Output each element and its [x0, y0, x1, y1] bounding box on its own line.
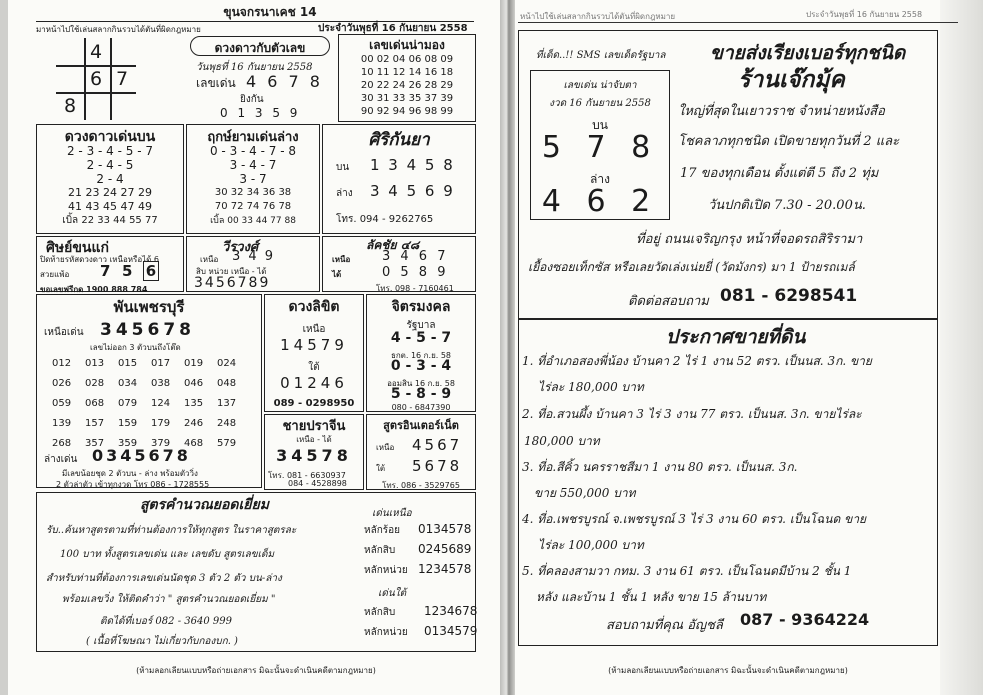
dao-lead-nums: 4 6 7 8: [246, 72, 323, 91]
phan-cell: 026: [52, 378, 72, 389]
wiwong-l2: สิบ หน่วย เหนือ - ได้: [196, 267, 267, 276]
lucky-l2: 0 5 8 9: [382, 265, 449, 280]
phan-cell: 179: [151, 418, 171, 429]
sut-line: สำหรับท่านที่ต้องการเลขเด่นนัดชุด 3 ตัว 2 ตัว บน-ล่าง: [46, 573, 282, 584]
land-line: 3. ที่อ.สีคิ้ว นครราชสีมา 1 งาน 80 ตรว. เป็นนส. 3ก.: [522, 460, 798, 474]
phan-row: [52, 374, 256, 394]
jit-l1: 4 - 5 - 7: [390, 330, 452, 346]
grid-line-h: [56, 65, 136, 67]
dao-date: วันพุธที่ 16 กันยายน 2558: [196, 62, 313, 73]
sut-line: รับ..ค้นหาสูตรตามที่ท่านต้องการให้ทุกสูตร ในราคาสูตรละ: [46, 525, 297, 536]
sut-r5-label: หลักหน่วย: [364, 627, 408, 638]
chai-phone1: โทร. 081 - 6630937: [268, 471, 346, 480]
daobon-row: 21 23 24 27 29: [68, 186, 152, 199]
shop-contact: 081 - 6298541: [720, 286, 858, 306]
phan-cell: 024: [217, 358, 237, 369]
rerk-row: 70 72 74 76 78: [214, 201, 292, 212]
left-header-sub: มาหน้าไปใช้เล่นสลากกินรวบได้ตันที่ผิดกฎหมาย: [36, 25, 201, 34]
phan-cell: 579: [217, 438, 237, 449]
phan-foot2: 2 ตัวล่าตัว เข้าทุกงวด โทร 086 - 1728555: [56, 480, 210, 489]
rerk-row: 0 - 3 - 4 - 7 - 8: [209, 144, 296, 158]
phan-cell: 124: [151, 398, 171, 409]
sut-r4-label: หลักสิบ: [364, 607, 396, 618]
rerk-title: ฤกษ์ยามเด่นล่าง: [207, 130, 299, 145]
rerk-row: 30 32 34 36 38: [214, 187, 292, 198]
daobon-row: เบิ้ล 22 33 44 55 77: [62, 215, 158, 226]
phan-note: เลขไม่ออก 3 ตัวบนถึงโต๊ด: [90, 343, 181, 352]
phan-cell: 015: [118, 358, 138, 369]
phan-cell: 159: [118, 418, 138, 429]
phan-cell: 139: [52, 418, 72, 429]
daobon-row: 2 - 4: [96, 172, 124, 186]
siri-bon: 1 3 4 5 8: [370, 156, 455, 174]
shop-line: ใหญ่ที่สุดในเยาวราช จำหน่ายหนังสือ: [678, 104, 885, 119]
card-title: เลขเด่น น่าจับตา: [563, 80, 637, 91]
sit-note: ปิดท้ายรหัสดวงดาว เหนือหรือได้ 6: [40, 255, 160, 264]
land-line: ขาย 550,000 บาท: [534, 486, 636, 500]
chai-title: ชายปราจีน: [282, 419, 346, 434]
siri-bon-label: บน: [336, 162, 350, 173]
sut-r1-val: 0134578: [418, 522, 472, 536]
lucky-l1: 3 4 6 7: [382, 249, 449, 264]
land-line: 1. ที่อำเภอสองพี่น้อง บ้านคา 2 ไร่ 1 งาน 52 ตรว. เป็นนส. 3ก. ขาย: [522, 354, 872, 368]
right-header-left: หน้าไปใช้เล่นสลากกินรวบได้ตันที่ผิดกฎหมาย: [520, 12, 676, 21]
sutrin-l2-label: ใต้: [376, 464, 386, 473]
jit-d2: ออมสิน 16 ก.ย. 58: [387, 379, 455, 388]
phan-cell: 357: [85, 438, 105, 449]
namong-row: 30 31 33 35 37 39: [360, 93, 454, 104]
jit-d1: ธกต. 16 ก.ย. 58: [390, 351, 452, 360]
phan-cell: 246: [184, 418, 204, 429]
phan-cell: 359: [118, 438, 138, 449]
namong-row: 10 11 12 14 16 18: [360, 67, 454, 78]
namong-row: 90 92 94 96 98 99: [360, 106, 454, 117]
phan-cell: 017: [151, 358, 171, 369]
sut-title: สูตรคำนวณยอดเยี่ยม: [140, 497, 269, 513]
rerk-row: 3 - 4 - 7: [229, 158, 277, 172]
phan-cell: 046: [184, 378, 204, 389]
left-edge-shadow: [0, 0, 8, 695]
daobon-row: 2 - 4 - 5: [86, 158, 134, 172]
sut-r3-label: หลักหน่วย: [364, 565, 408, 576]
sutrin-title: สูตรอินเตอร์เน็ต: [383, 419, 459, 432]
sut-r3-val: 1234578: [418, 562, 472, 576]
jit-sub: รัฐบาล: [406, 320, 436, 331]
phan-number-grid: [52, 354, 256, 454]
phan-cell: 068: [85, 398, 105, 409]
phan-cell: 012: [52, 358, 72, 369]
sut-line: พร้อมเลขวิ่ง ให้ติดคำว่า " สูตรคำนวณยอดเยี่ยม ": [62, 594, 276, 605]
card-date: งวด 16 กันยายน 2558: [549, 98, 651, 109]
sutrin-l2: 5678: [412, 457, 463, 475]
land-line: 180,000 บาท: [524, 434, 600, 448]
likit-title: ดวงลิขิต: [288, 299, 340, 315]
dao-lead-label: เลขเด่น: [196, 76, 236, 90]
phan-cell: 379: [151, 438, 171, 449]
wiwong-l1: 3 4 9: [232, 249, 276, 264]
card-lang-label: ล่าง: [590, 172, 610, 186]
daobon-row: 2 - 3 - 4 - 5 - 7: [66, 144, 153, 158]
phan-cell: 137: [217, 398, 237, 409]
phan-cell: 157: [85, 418, 105, 429]
number-grid: [56, 38, 136, 120]
siri-lang: 3 4 5 6 9: [370, 182, 455, 200]
phan-cell: 048: [217, 378, 237, 389]
sut-r2-label: หลักสิบ: [364, 545, 396, 556]
phan-cell: 034: [118, 378, 138, 389]
card-bon: 5 7 8: [541, 130, 659, 165]
phan-cell: 019: [184, 358, 204, 369]
book-spine: [500, 0, 516, 695]
lucky-phone: โทร. 098 - 7160461: [376, 284, 454, 293]
phan-cell: 468: [184, 438, 204, 449]
phan-cell: 079: [118, 398, 138, 409]
sut-hd1: เด่นเหนือ: [372, 508, 412, 519]
sut-r1-label: หลักร้อย: [364, 525, 401, 536]
grid-cell: 4: [90, 41, 103, 63]
chai-sub: เหนือ - ได้: [296, 435, 332, 444]
land-line: 4. ที่อ.เพชรบูรณ์ จ.เพชรบูรณ์ 3 ไร่ 3 งาน 60 ตรว. เป็นโฉนด ขาย: [522, 512, 867, 526]
wiwong-title: วีรวงศ์: [222, 240, 259, 255]
dao-title: ดวงดาวกับตัวเลข: [214, 41, 306, 55]
jit-l2: 0 - 3 - 4: [390, 358, 452, 374]
wiwong-nums: 3456789: [194, 275, 271, 291]
phan-lang-label: ล่างเด่น: [44, 454, 78, 465]
shop-title2: ร้านเจ๊กมุ้ค: [738, 66, 845, 93]
right-footer: (ห้ามลอกเลียนแบบหรือถ่ายเอกสาร มิฉะนั้นจะดำเนินคดีตามกฎหมาย): [608, 666, 848, 675]
jit-phone: 080 - 6847390: [391, 403, 451, 412]
namong-title: เลขเด่นน่ามอง: [369, 38, 445, 52]
phan-row: [52, 414, 256, 434]
likit-l1: 14579: [280, 336, 348, 354]
shop-line: ที่อยู่ ถนนเจริญกรุง หน้าที่จอดรถสิริรามา: [636, 232, 863, 247]
chai-phone2: 084 - 4528898: [288, 479, 347, 488]
siri-phone: โทร. 094 - 9262765: [336, 214, 434, 225]
right-header-right: ประจำวันพุธที่ 16 กันยายน 2558: [806, 10, 923, 19]
phan-lead: 345678: [100, 320, 195, 340]
grid-line-v: [84, 38, 86, 120]
phan-cell: 135: [184, 398, 204, 409]
card-lang: 4 6 2: [541, 184, 659, 219]
daobon-row: 41 43 45 47 49: [68, 200, 152, 213]
shop-line: โชคลาภทุกชนิด เปิดขายทุกวันที่ 2 และ: [678, 134, 900, 149]
grid-line-h: [56, 92, 136, 94]
land-line: ไร่ละ 180,000 บาท: [538, 380, 644, 394]
dao-sub-label: ยิงกัน: [240, 94, 264, 105]
phan-row: [52, 394, 256, 414]
dao-sub-nums: 0 1 3 5 9: [220, 106, 301, 120]
sit-sub: สวยแพ้อ: [40, 270, 70, 279]
phan-lang: 0345678: [92, 446, 191, 465]
left-footer: (ห้ามลอกเลียนแบบหรือถ่ายเอกสาร มิฉะนั้นจะดำเนินคดีตามกฎหมาย): [136, 666, 376, 675]
shop-contact-label: ติดต่อสอบถาม: [628, 294, 709, 309]
shop-line: 17 ของทุกเดือน ตั้งแต่ตี 5 ถึง 2 ทุ่ม: [680, 166, 879, 181]
phan-row: [52, 354, 256, 374]
land-line: 2. ที่อ.สวนผึ้ง บ้านคา 3 ไร่ 3 งาน 77 ตรว. เป็นนส. 3ก. ขายไร่ละ: [522, 407, 862, 421]
right-edge-strip: [940, 0, 983, 695]
sit-phone: ขอเลขฟรีกด 1900 888 784: [40, 285, 148, 294]
siri-lang-label: ล่าง: [336, 188, 353, 199]
phan-lead-label: เหนือเด่น: [44, 327, 84, 338]
phan-cell: 059: [52, 398, 72, 409]
chai-nums: 34578: [276, 446, 352, 465]
sut-line: 100 บาท ทั้งสูตรเลขเด่น และ เลขดับ สูตรเลขเด็ม: [60, 549, 275, 560]
lucky-title: ลัคชัย ๔๘: [366, 238, 420, 252]
shop-title1: ขายส่งเรียงเบอร์ทุกชนิด: [710, 42, 906, 64]
right-header-rule: [518, 22, 958, 23]
card-bon-label: บน: [592, 118, 608, 132]
grid-line-v: [110, 38, 112, 120]
namong-row: 00 02 04 06 08 09: [360, 54, 454, 65]
rerk-row: 3 - 7: [239, 172, 267, 186]
sutrin-l1-label: เหนือ: [376, 443, 395, 452]
rerk-row: เบิ้ล 00 33 44 77 88: [210, 216, 296, 226]
phan-cell: 268: [52, 438, 72, 449]
lucky-l1-label: เหนือ: [332, 255, 351, 264]
phan-title: พันเพชรบุรี: [113, 298, 185, 316]
phan-cell: 013: [85, 358, 105, 369]
sit-num: 5: [122, 262, 133, 280]
shop-line: วันปกติเปิด 7.30 - 20.00น.: [708, 198, 866, 213]
shop-line: เยื้องซอยเท็กซัส หรือเลยวัดเล่งเน่ยยี่ (วัดมังกร) มา 1 ป้ายรถเมล์: [528, 260, 855, 274]
sut-hd2: เด่นใต้: [378, 588, 407, 599]
land-line: ไร่ละ 100,000 บาท: [538, 538, 644, 552]
land-contact-label: สอบถามที่คุณ อัญชลี: [606, 618, 723, 633]
namong-row: 20 22 24 26 28 29: [360, 80, 454, 91]
land-line: หลัง และบ้าน 1 ชั้น 1 หลัง ขาย 15 ล้านบาท: [536, 590, 767, 604]
phan-cell: 248: [217, 418, 237, 429]
land-line: 5. ที่คลองสามวา กทม. 3 งาน 61 ตรว. เป็นโฉนดมีบ้าน 2 ชั้น 1: [522, 564, 852, 578]
sutrin-phone: โทร. 086 - 3529765: [382, 481, 460, 490]
phan-cell: 028: [85, 378, 105, 389]
likit-phone: 089 - 0298950: [273, 398, 355, 409]
grid-cell: 8: [64, 95, 77, 117]
likit-l2: 01246: [280, 374, 348, 392]
likit-l2-label: ใต้: [308, 362, 320, 373]
daobon-title: ดวงดาวเด่นบน: [64, 129, 156, 145]
wiwong-l1-label: เหนือ: [200, 255, 219, 264]
sut-r5-val: 0134579: [424, 624, 478, 638]
sit-title: ศิษย์ขนแก่: [46, 240, 109, 256]
phan-cell: 038: [151, 378, 171, 389]
phan-foot1: มีเลขน้อยชุด 2 ตัวบน - ล่าง พร้อมตัววิ่ง: [62, 469, 198, 478]
sit-num: 7: [100, 262, 111, 280]
jit-title: จิตรมงคล: [391, 299, 451, 315]
sms-label: ที่เด็ด..!! SMS เลขเด็ดรัฐบาล: [536, 50, 666, 61]
left-header-date: ประจำวันพุธที่ 16 กันยายน 2558: [318, 23, 468, 34]
sut-r4-val: 1234678: [424, 604, 478, 618]
sit-num-boxed: 6: [143, 261, 159, 281]
sut-line: ติดได้ที่เบอร์ 082 - 3640 999: [100, 616, 232, 627]
left-header-title: ขุนจกรนาเคช 14: [223, 5, 317, 19]
sut-line: ( เนื้อที่โฆษณา ไม่เกี่ยวกับกองบก. ): [86, 636, 238, 647]
grid-cell: 6: [90, 68, 103, 90]
daobon-rows: [40, 144, 180, 228]
land-title: ประกาศขายที่ดิน: [666, 326, 806, 348]
likit-l1-label: เหนือ: [302, 324, 326, 335]
siri-title: ศิริกันยา: [368, 130, 430, 150]
grid-cell: 7: [116, 68, 129, 90]
lucky-l2-label: ได้: [332, 270, 342, 279]
sutrin-l1: 4567: [412, 436, 463, 454]
land-contact: 087 - 9364224: [740, 610, 870, 629]
namong-rows: [340, 53, 474, 118]
rerk-rows: [188, 144, 318, 228]
jit-l3: 5 - 8 - 9: [390, 386, 452, 402]
sut-r2-val: 0245689: [418, 542, 472, 556]
